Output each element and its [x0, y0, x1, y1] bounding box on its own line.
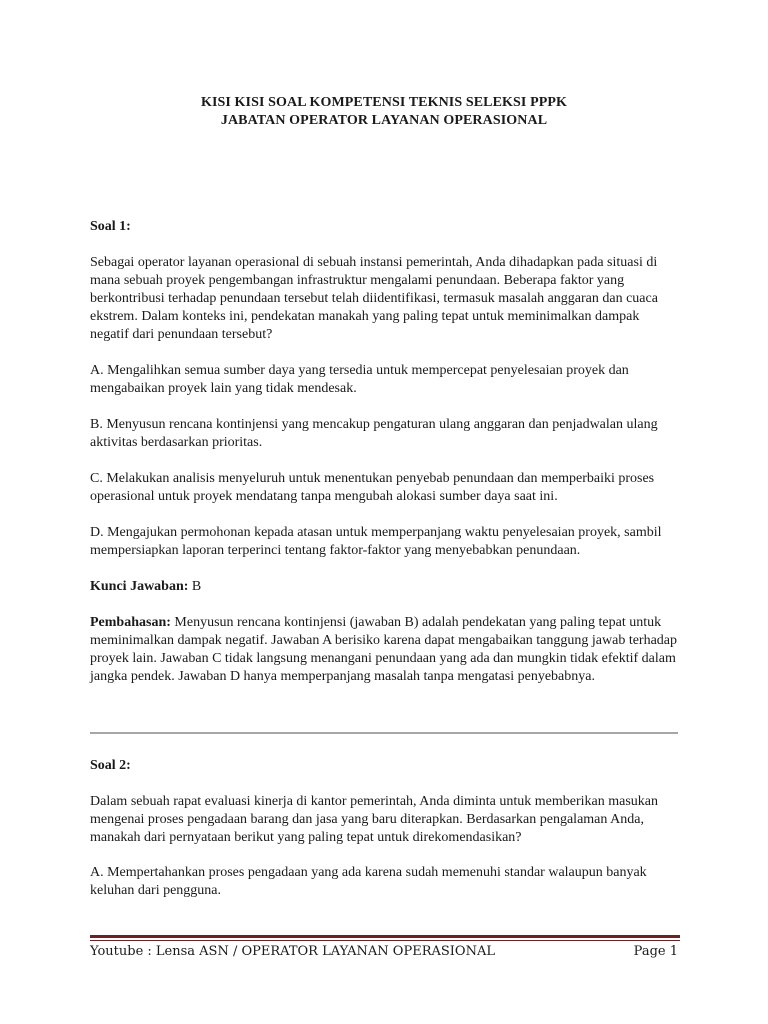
soal-1-option-c-block: [90, 470, 680, 506]
soal-2-option-a-block: [90, 864, 680, 900]
section-divider: [90, 732, 678, 734]
soal-2-question-block: [90, 793, 680, 847]
soal-1-discussion: [90, 614, 680, 686]
soal-1-option-b-block: [90, 416, 680, 452]
soal-1-option-d-block: [90, 524, 680, 560]
title-line-2: JABATAN OPERATOR LAYANAN OPERASIONAL: [220, 113, 548, 128]
soal-1-label: Soal 1:: [90, 219, 131, 234]
document-title: [90, 94, 678, 130]
soal-1-option-a: A. Mengalihkan semua sumber daya yang tersedia untuk mempercepat penyelesaian proyek dan mengabaikan proyek lain yang tidak mendesak.: [90, 363, 629, 396]
discussion-paragraph: [90, 614, 680, 686]
answer-key-value: B: [188, 579, 202, 594]
soal-1-option-d: D. Mengajukan permohonan kepada atasan untuk memperpanjang waktu penyelesaian proyek, sambil mempersiapkan laporan terperinci tentang faktor-faktor yang menyebabkan penundaan.: [90, 525, 662, 558]
footer-rule-thin: [90, 940, 680, 941]
discussion-label: Pembahasan:: [90, 615, 171, 630]
soal-1-option-c: C. Melakukan analisis menyeluruh untuk menentukan penyebab penundaan dan memperbaiki proses operasional untuk proyek mendatang tanpa mengubah alokasi sumber daya saat ini.: [90, 471, 655, 504]
soal-1-option-a-block: [90, 362, 680, 398]
discussion-text: Menyusun rencana kontinjensi (jawaban B) adalah pendekatan yang paling tepat untuk meminimalkan dampak negatif. Jawaban A berisiko karena dapat mengabaikan tanggung jawab terhadap proyek lain. Jawaban C tidak langsung menangani penundaan yang ada dan mungkin tidak efektif dalam jangka pendek. Jawaban D hanya memperpanjang masalah tanpa mengatasi penyebabnya.: [90, 615, 678, 684]
soal-2-question: Dalam sebuah rapat evaluasi kinerja di kantor pemerintah, Anda diminta untuk memberikan masukan mengenai proses pengadaan barang dan jasa yang baru diterapkan. Berdasarkan pengalaman Anda, manakah dari pernyataan berikut yang paling tepat untuk direkomendasikan?: [90, 794, 658, 845]
answer-key-label: Kunci Jawaban:: [90, 579, 189, 594]
soal-2-option-a: A. Mempertahankan proses pengadaan yang ada karena sudah memenuhi standar walaupun banyak keluhan dari pengguna.: [90, 865, 647, 898]
soal-1-heading: [90, 218, 680, 236]
footer-rule-thick: [90, 935, 680, 938]
footer-page-number: Page 1: [633, 944, 678, 959]
soal-1-question-block: [90, 254, 680, 344]
soal-2-heading: [90, 757, 680, 775]
soal-1-question: Sebagai operator layanan operasional di sebuah instansi pemerintah, Anda dihadapkan pada situasi di mana sebuah proyek pengembangan infrastruktur mengalami penundaan. Beberapa faktor yang berkontribusi terhadap penundaan tersebut telah diidentifikasi, termasuk masalah anggaran dan cuaca ekstrem. Dalam konteks ini, pendekatan manakah yang paling tepat untuk meminimalkan dampak negatif dari penundaan tersebut?: [90, 255, 658, 342]
soal-1-answer: [90, 578, 680, 596]
footer-source: Youtube : Lensa ASN / OPERATOR LAYANAN OPERASIONAL: [90, 944, 495, 959]
soal-2-label: Soal 2:: [90, 758, 131, 773]
title-line-1: KISI KISI SOAL KOMPETENSI TEKNIS SELEKSI PPPK: [200, 95, 568, 110]
soal-1-option-b: B. Menyusun rencana kontinjensi yang mencakup pengaturan ulang anggaran dan penjadwalan ulang aktivitas berdasarkan prioritas.: [90, 417, 658, 450]
